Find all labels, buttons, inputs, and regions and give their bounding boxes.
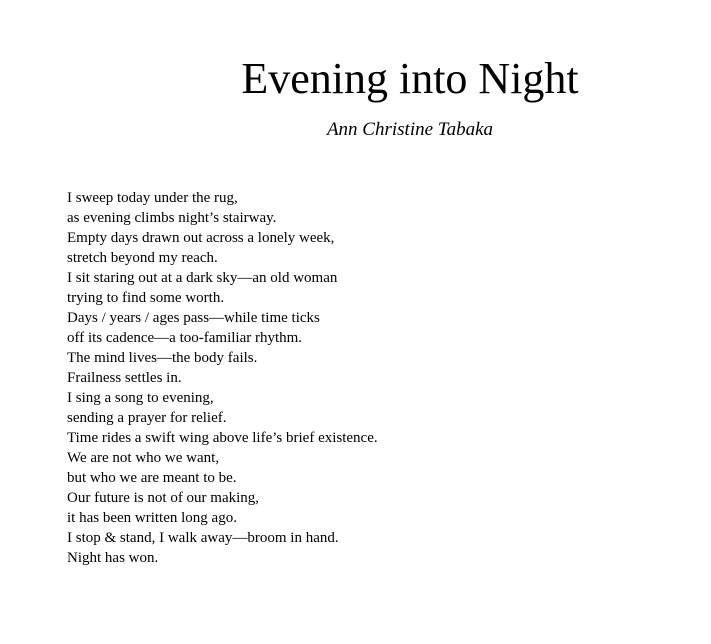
- poem-line: Days / years / ages pass—while time ticks: [67, 310, 320, 326]
- poem-author: Ann Christine Tabaka: [326, 119, 494, 140]
- poem-title: Evening into Night: [241, 54, 579, 103]
- poem-line: Night has won.: [67, 550, 159, 566]
- poem-line: I sweep today under the rug,: [67, 190, 238, 206]
- poem-line: Empty days drawn out across a lonely week,: [67, 230, 335, 246]
- poem-line: but who we are meant to be.: [67, 470, 237, 486]
- poem-line: sending a prayer for relief.: [67, 410, 227, 426]
- poem-line: as evening climbs night’s stairway.: [67, 210, 277, 226]
- poem-line: The mind lives—the body fails.: [67, 350, 258, 366]
- poem-line: Our future is not of our making,: [67, 490, 260, 506]
- poem-body: [67, 188, 687, 568]
- poem-line: trying to find some worth.: [67, 290, 225, 306]
- poem-line: I sing a song to evening,: [67, 390, 214, 406]
- poem-line: Frailness settles in.: [67, 370, 182, 386]
- poem-line: it has been written long ago.: [67, 510, 237, 526]
- poem-line: stretch beyond my reach.: [67, 250, 218, 266]
- poem-line: off its cadence—a too-familiar rhythm.: [67, 330, 303, 346]
- poem-line: Time rides a swift wing above life’s brief existence.: [67, 430, 378, 446]
- poem-line: We are not who we want,: [67, 450, 220, 466]
- poem-line: I sit staring out at a dark sky—an old woman: [67, 270, 338, 286]
- poem-line: I stop & stand, I walk away—broom in hand.: [67, 530, 339, 546]
